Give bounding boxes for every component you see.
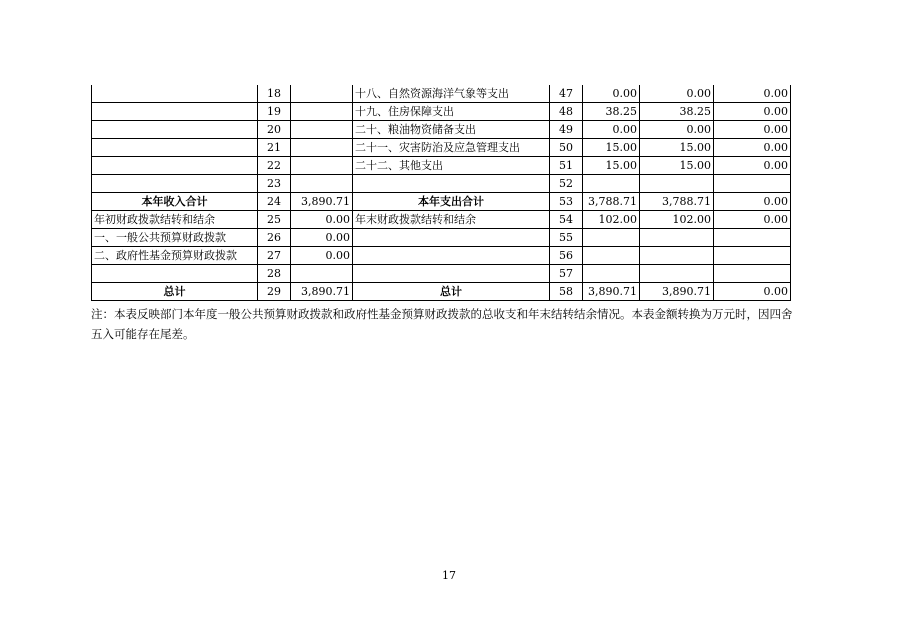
income-amount-cell: 3,890.71 <box>291 283 353 301</box>
table-row <box>92 157 791 175</box>
expense-general-budget-cell <box>640 247 714 265</box>
expense-fund-budget-cell <box>714 175 791 193</box>
income-line-cell: 20 <box>258 121 291 139</box>
income-line-cell: 22 <box>258 157 291 175</box>
expense-general-budget-cell: 38.25 <box>640 103 714 121</box>
expense-general-budget-cell: 15.00 <box>640 139 714 157</box>
income-amount-cell <box>291 157 353 175</box>
expense-general-budget-cell <box>640 175 714 193</box>
table-row <box>92 211 791 229</box>
income-item-cell <box>92 139 258 157</box>
expense-line-cell: 50 <box>550 139 583 157</box>
expense-fund-budget-cell: 0.00 <box>714 121 791 139</box>
income-line-cell: 18 <box>258 85 291 103</box>
expense-item-cell <box>353 229 550 247</box>
expense-item-cell: 总计 <box>353 283 550 301</box>
table-footnote: 注：本表反映部门本年度一般公共预算财政拨款和政府性基金预算财政拨款的总收支和年末结转结余情况。本表金额转换为万元时，因四舍五入可能存在尾差。 <box>91 307 793 341</box>
expense-line-cell: 58 <box>550 283 583 301</box>
expense-item-cell <box>353 175 550 193</box>
expense-line-cell: 47 <box>550 85 583 103</box>
expense-general-budget-cell: 15.00 <box>640 157 714 175</box>
expense-line-cell: 51 <box>550 157 583 175</box>
expense-line-cell: 55 <box>550 229 583 247</box>
income-item-cell: 总计 <box>92 283 258 301</box>
table-row <box>92 247 791 265</box>
income-amount-cell <box>291 175 353 193</box>
expense-line-cell: 49 <box>550 121 583 139</box>
expense-total-cell <box>583 229 640 247</box>
expense-total-cell: 3,788.71 <box>583 193 640 211</box>
income-line-cell: 24 <box>258 193 291 211</box>
income-item-cell: 二、政府性基金预算财政拨款 <box>92 247 258 265</box>
income-line-cell: 28 <box>258 265 291 283</box>
income-line-cell: 29 <box>258 283 291 301</box>
expense-fund-budget-cell <box>714 229 791 247</box>
expense-item-cell: 十八、自然资源海洋气象等支出 <box>353 85 550 103</box>
income-amount-cell <box>291 139 353 157</box>
income-item-cell: 一、一般公共预算财政拨款 <box>92 229 258 247</box>
expense-total-cell: 38.25 <box>583 103 640 121</box>
income-line-cell: 27 <box>258 247 291 265</box>
expense-item-cell: 二十二、其他支出 <box>353 157 550 175</box>
expense-general-budget-cell <box>640 265 714 283</box>
income-amount-cell <box>291 121 353 139</box>
income-item-cell: 年初财政拨款结转和结余 <box>92 211 258 229</box>
income-line-cell: 23 <box>258 175 291 193</box>
income-amount-cell: 3,890.71 <box>291 193 353 211</box>
expense-line-cell: 52 <box>550 175 583 193</box>
income-item-cell: 本年收入合计 <box>92 193 258 211</box>
expense-total-cell <box>583 265 640 283</box>
table-row <box>92 265 791 283</box>
expense-fund-budget-cell: 0.00 <box>714 139 791 157</box>
expense-line-cell: 53 <box>550 193 583 211</box>
table-row <box>92 103 791 121</box>
expense-fund-budget-cell: 0.00 <box>714 283 791 301</box>
expense-fund-budget-cell: 0.00 <box>714 211 791 229</box>
expense-total-cell: 0.00 <box>583 85 640 103</box>
expense-general-budget-cell: 3,788.71 <box>640 193 714 211</box>
expense-line-cell: 56 <box>550 247 583 265</box>
income-line-cell: 21 <box>258 139 291 157</box>
expense-item-cell: 二十、粮油物资储备支出 <box>353 121 550 139</box>
expense-general-budget-cell <box>640 229 714 247</box>
income-amount-cell: 0.00 <box>291 211 353 229</box>
income-line-cell: 25 <box>258 211 291 229</box>
expense-item-cell <box>353 265 550 283</box>
expense-total-cell: 3,890.71 <box>583 283 640 301</box>
expense-fund-budget-cell: 0.00 <box>714 103 791 121</box>
expense-line-cell: 54 <box>550 211 583 229</box>
expense-fund-budget-cell: 0.00 <box>714 193 791 211</box>
income-item-cell <box>92 265 258 283</box>
page-number: 17 <box>442 569 456 582</box>
income-item-cell <box>92 157 258 175</box>
table-row <box>92 283 791 301</box>
expense-general-budget-cell: 3,890.71 <box>640 283 714 301</box>
income-amount-cell <box>291 85 353 103</box>
expense-item-cell: 二十一、灾害防治及应急管理支出 <box>353 139 550 157</box>
income-amount-cell <box>291 265 353 283</box>
expense-item-cell: 十九、住房保障支出 <box>353 103 550 121</box>
table-row <box>92 85 791 103</box>
expense-line-cell: 48 <box>550 103 583 121</box>
expense-fund-budget-cell: 0.00 <box>714 85 791 103</box>
income-item-cell <box>92 103 258 121</box>
table-row <box>92 121 791 139</box>
table-row <box>92 175 791 193</box>
expense-general-budget-cell: 102.00 <box>640 211 714 229</box>
expense-general-budget-cell: 0.00 <box>640 85 714 103</box>
table-row <box>92 229 791 247</box>
expense-fund-budget-cell: 0.00 <box>714 157 791 175</box>
income-amount-cell <box>291 103 353 121</box>
expense-item-cell: 本年支出合计 <box>353 193 550 211</box>
table-row <box>92 139 791 157</box>
expense-total-cell: 0.00 <box>583 121 640 139</box>
income-line-cell: 26 <box>258 229 291 247</box>
expense-total-cell <box>583 247 640 265</box>
income-item-cell <box>92 85 258 103</box>
expense-item-cell <box>353 247 550 265</box>
expense-total-cell: 15.00 <box>583 157 640 175</box>
expense-total-cell: 102.00 <box>583 211 640 229</box>
income-line-cell: 19 <box>258 103 291 121</box>
expense-general-budget-cell: 0.00 <box>640 121 714 139</box>
expense-total-cell: 15.00 <box>583 139 640 157</box>
budget-table <box>91 85 791 301</box>
expense-item-cell: 年末财政拨款结转和结余 <box>353 211 550 229</box>
expense-total-cell <box>583 175 640 193</box>
expense-fund-budget-cell <box>714 247 791 265</box>
expense-fund-budget-cell <box>714 265 791 283</box>
income-item-cell <box>92 175 258 193</box>
income-amount-cell: 0.00 <box>291 247 353 265</box>
expense-line-cell: 57 <box>550 265 583 283</box>
income-item-cell <box>92 121 258 139</box>
income-amount-cell: 0.00 <box>291 229 353 247</box>
table-row <box>92 193 791 211</box>
table-body <box>92 85 791 301</box>
